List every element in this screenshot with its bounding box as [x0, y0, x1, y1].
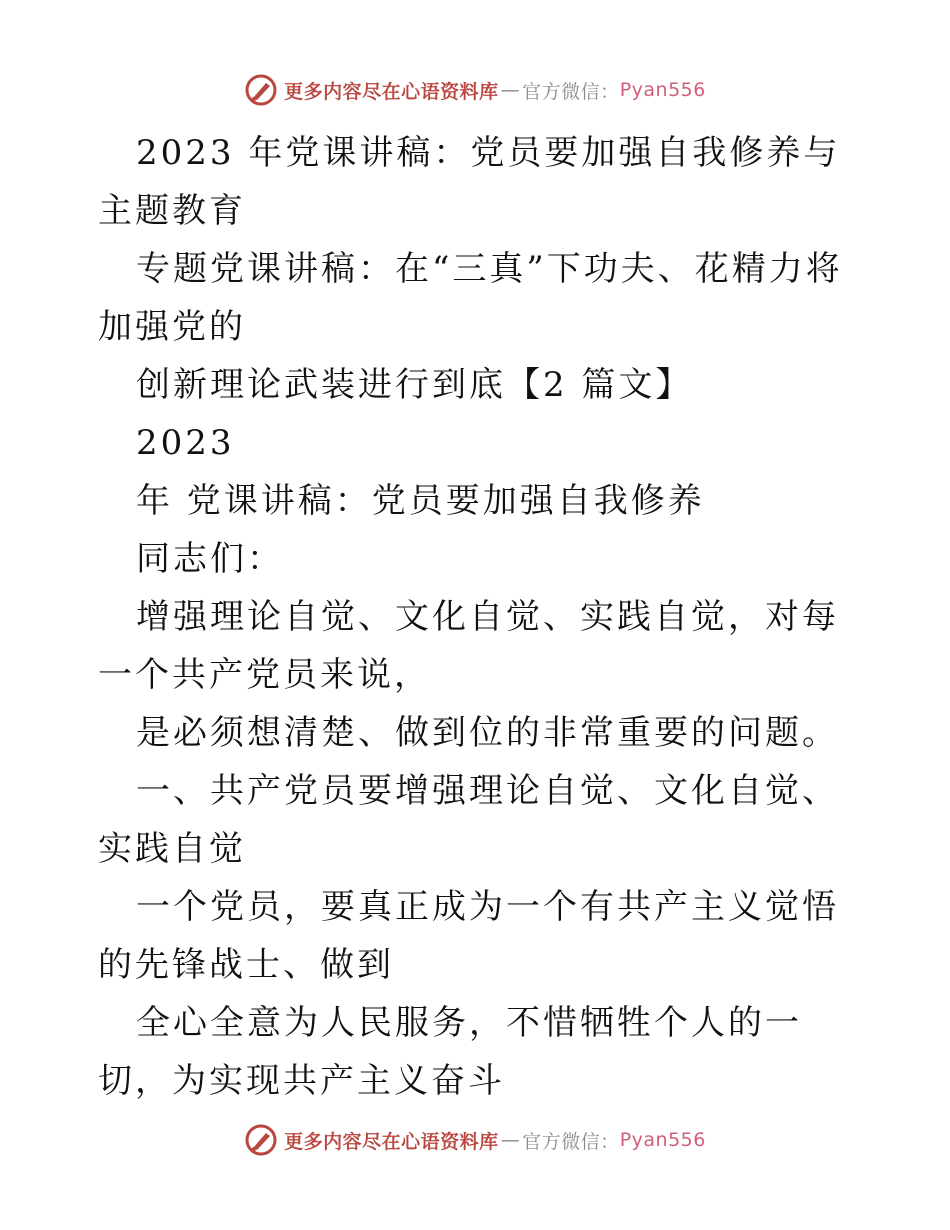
pen-seal-icon: [244, 73, 278, 107]
footer-banner: [0, 1120, 950, 1160]
paragraph: 专题党课讲稿：在“三真”下功夫、花精力将加强党的: [98, 249, 843, 347]
banner-contact-label: 官方微信：: [522, 1130, 620, 1153]
paragraph: 创新理论武装进行到底【2 篇文】: [136, 365, 693, 405]
paragraph: 增强理论自觉、文化自觉、实践自觉，对每一个共产党员来说，: [98, 597, 839, 695]
pen-seal-icon: [244, 1123, 278, 1157]
paragraph: 同志们：: [136, 539, 284, 579]
banner-wechat-id: Pyan556: [619, 1129, 706, 1151]
banner-separator: —: [500, 79, 521, 101]
banner-contact-label: 官方微信：: [522, 80, 620, 103]
paragraph: 一、共产党员要增强理论自觉、文化自觉、实践自觉: [98, 771, 839, 869]
banner-separator: —: [500, 1129, 521, 1151]
paragraph: 2023: [136, 423, 235, 463]
paragraph: 一个党员，要真正成为一个有共产主义觉悟的先锋战士、做到: [98, 887, 839, 985]
paragraph: 2023 年党课讲稿：党员要加强自我修养与主题教育: [98, 133, 841, 231]
paragraph: 年 党课讲稿：党员要加强自我修养: [136, 481, 705, 521]
paragraph: 全心全意为人民服务，不惜牺牲个人的一切，为实现共产主义奋斗: [98, 1003, 802, 1101]
banner-brand: 更多内容尽在心语资料库: [284, 80, 499, 103]
paragraph: 是必须想清楚、做到位的非常重要的问题。: [136, 713, 839, 753]
banner-wechat-id: Pyan556: [619, 79, 706, 101]
banner-brand: 更多内容尽在心语资料库: [284, 1130, 499, 1153]
document-body: [98, 124, 858, 1110]
header-banner: [0, 70, 950, 110]
